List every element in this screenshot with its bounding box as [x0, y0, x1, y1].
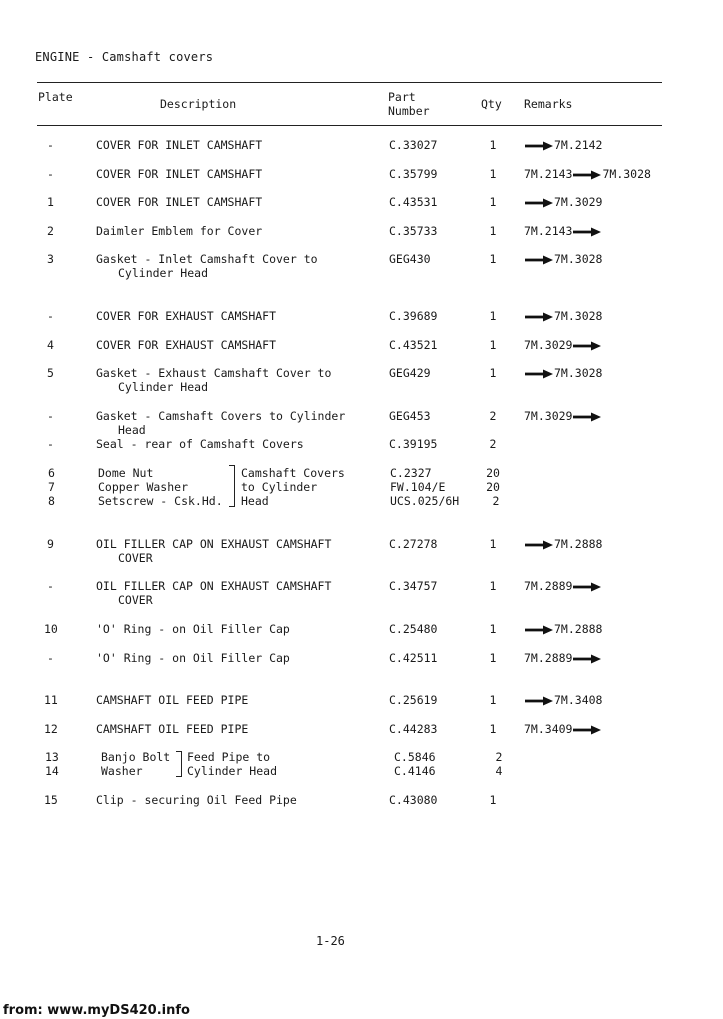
description: CAMSHAFT OIL FEED PIPE — [96, 693, 249, 707]
quantity: 1 — [489, 693, 497, 707]
arrow-right-icon — [524, 625, 554, 635]
remark-to: 7M.3029 — [554, 195, 603, 209]
part-number: C.44283 — [389, 722, 438, 736]
quantity: 1 — [489, 579, 497, 593]
remarks — [524, 252, 602, 267]
description-continuation: COVER — [118, 551, 153, 565]
part-number: C.35733 — [389, 224, 438, 238]
part-number: C.43521 — [389, 338, 438, 352]
description-continuation: Head — [118, 423, 146, 437]
bracket — [229, 465, 235, 507]
part-number: GEG453 — [389, 409, 431, 423]
part-number: C.25480 — [389, 622, 438, 636]
remark-to: 7M.3028 — [554, 309, 603, 323]
description: OIL FILLER CAP ON EXHAUST CAMSHAFT — [96, 537, 332, 551]
plate-number: 2 — [47, 224, 54, 238]
part-number: GEG429 — [389, 366, 431, 380]
plate-number: 3 — [47, 252, 54, 266]
quantity: 20 — [486, 480, 500, 494]
bracket-note: Camshaft Covers — [241, 466, 345, 480]
remark-from: 7M.3029 — [524, 338, 573, 352]
description-continuation: COVER — [118, 593, 153, 607]
description: Gasket - Inlet Camshaft Cover to — [96, 252, 318, 266]
remarks — [524, 537, 602, 552]
description: Washer — [101, 764, 143, 778]
description: COVER FOR INLET CAMSHAFT — [96, 138, 263, 152]
remarks — [524, 622, 602, 637]
quantity: 1 — [489, 338, 497, 352]
part-number: C.43531 — [389, 195, 438, 209]
arrow-right-icon — [572, 341, 602, 351]
quantity: 1 — [489, 622, 497, 636]
remark-from: 7M.2143 — [524, 167, 573, 181]
description: Seal - rear of Camshaft Covers — [96, 437, 304, 451]
arrow-right-icon — [524, 198, 554, 208]
part-number: FW.104/E — [390, 480, 446, 494]
arrow-right-icon — [572, 227, 602, 237]
remark-to: 7M.3408 — [554, 693, 603, 707]
remarks — [524, 167, 651, 182]
part-number: C.27278 — [389, 537, 438, 551]
arrow-right-icon — [524, 369, 554, 379]
plate-number: 5 — [47, 366, 54, 380]
arrow-right-icon — [572, 582, 602, 592]
col-header-description: Description — [160, 97, 237, 111]
description: COVER FOR INLET CAMSHAFT — [96, 167, 263, 181]
part-number: C.4146 — [394, 764, 436, 778]
arrow-right-icon — [572, 654, 602, 664]
part-number: GEG430 — [389, 252, 431, 266]
remark-to: 7M.2888 — [554, 537, 603, 551]
description: Gasket - Camshaft Covers to Cylinder — [96, 409, 346, 423]
remark-to: 7M.2888 — [554, 622, 603, 636]
part-number: C.39195 — [389, 437, 438, 451]
col-header-part-line2: Number — [388, 104, 430, 118]
description: Gasket - Exhaust Camshaft Cover to — [96, 366, 332, 380]
remark-from: 7M.2889 — [524, 579, 573, 593]
description: Dome Nut — [98, 466, 154, 480]
plate-number: 1 — [47, 195, 54, 209]
part-number: C.42511 — [389, 651, 438, 665]
description: COVER FOR INLET CAMSHAFT — [96, 195, 263, 209]
arrow-right-icon — [572, 725, 602, 735]
description: CAMSHAFT OIL FEED PIPE — [96, 722, 249, 736]
plate-number: 13 — [45, 750, 59, 764]
remark-from: 7M.3409 — [524, 722, 573, 736]
plate-number: - — [47, 409, 54, 423]
bracket-note: to Cylinder — [241, 480, 318, 494]
col-header-remarks: Remarks — [524, 97, 573, 111]
source-watermark: from: www.myDS420.info — [3, 1003, 190, 1018]
quantity: 2 — [489, 437, 497, 451]
remarks — [524, 579, 602, 594]
quantity: 1 — [489, 167, 497, 181]
description: Copper Washer — [98, 480, 189, 494]
remarks — [524, 195, 602, 210]
arrow-right-icon — [524, 312, 554, 322]
part-number: C.43080 — [389, 793, 438, 807]
arrow-right-icon — [524, 696, 554, 706]
arrow-right-icon — [524, 540, 554, 550]
plate-number: 8 — [48, 494, 55, 508]
page-title: ENGINE - Camshaft covers — [35, 50, 214, 64]
quantity: 1 — [489, 366, 497, 380]
bracket-note: Head — [241, 494, 269, 508]
remark-from: 7M.3029 — [524, 409, 573, 423]
bracket-note: Cylinder Head — [187, 764, 278, 778]
plate-number: 7 — [48, 480, 55, 494]
remark-to: 7M.3028 — [554, 252, 603, 266]
arrow-right-icon — [524, 141, 554, 151]
quantity: 2 — [489, 409, 497, 423]
description: Clip - securing Oil Feed Pipe — [96, 793, 297, 807]
part-number: C.33027 — [389, 138, 438, 152]
plate-number: - — [47, 579, 54, 593]
plate-number: - — [47, 651, 54, 665]
quantity: 2 — [492, 494, 500, 508]
page-number: 1-26 — [316, 934, 345, 948]
quantity: 1 — [489, 252, 497, 266]
remarks — [524, 224, 602, 239]
part-number: C.2327 — [390, 466, 432, 480]
arrow-right-icon — [524, 255, 554, 265]
quantity: 1 — [489, 793, 497, 807]
remarks — [524, 409, 602, 424]
plate-number: 14 — [45, 764, 59, 778]
bracket — [176, 751, 182, 777]
description: COVER FOR EXHAUST CAMSHAFT — [96, 309, 277, 323]
quantity: 20 — [486, 466, 500, 480]
description-continuation: Cylinder Head — [118, 266, 209, 280]
remarks — [524, 693, 602, 708]
quantity: 1 — [489, 224, 497, 238]
part-number: C.25619 — [389, 693, 438, 707]
remarks — [524, 138, 602, 153]
header-top-rule — [37, 82, 662, 83]
remarks — [524, 722, 602, 737]
quantity: 1 — [489, 722, 497, 736]
bracket-note: Feed Pipe to — [187, 750, 271, 764]
quantity: 1 — [489, 309, 497, 323]
arrow-right-icon — [572, 412, 602, 422]
quantity: 4 — [495, 764, 503, 778]
plate-number: 10 — [44, 622, 58, 636]
description: 'O' Ring - on Oil Filler Cap — [96, 622, 290, 636]
arrow-right-icon — [572, 170, 602, 180]
description: Daimler Emblem for Cover — [96, 224, 263, 238]
part-number: C.39689 — [389, 309, 438, 323]
col-header-qty: Qty — [481, 97, 502, 111]
remark-to: 7M.2142 — [554, 138, 603, 152]
part-number: C.34757 — [389, 579, 438, 593]
remark-from: 7M.2889 — [524, 651, 573, 665]
plate-number: 12 — [44, 722, 58, 736]
description: COVER FOR EXHAUST CAMSHAFT — [96, 338, 277, 352]
plate-number: 9 — [47, 537, 54, 551]
part-number: C.5846 — [394, 750, 436, 764]
remarks — [524, 338, 602, 353]
description: 'O' Ring - on Oil Filler Cap — [96, 651, 290, 665]
col-header-plate: Plate — [38, 90, 73, 104]
description-continuation: Cylinder Head — [118, 380, 209, 394]
plate-number: 15 — [44, 793, 58, 807]
remarks — [524, 309, 602, 324]
plate-number: 6 — [48, 466, 55, 480]
quantity: 2 — [495, 750, 503, 764]
quantity: 1 — [489, 195, 497, 209]
plate-number: - — [47, 138, 54, 152]
plate-number: - — [47, 167, 54, 181]
quantity: 1 — [489, 537, 497, 551]
part-number: UCS.025/6H — [390, 494, 460, 508]
plate-number: - — [47, 437, 54, 451]
description: OIL FILLER CAP ON EXHAUST CAMSHAFT — [96, 579, 332, 593]
description: Setscrew - Csk.Hd. — [98, 494, 223, 508]
description: Banjo Bolt — [101, 750, 171, 764]
remark-from: 7M.2143 — [524, 224, 573, 238]
remarks — [524, 366, 602, 381]
remark-to: 7M.3028 — [602, 167, 651, 181]
header-bottom-rule — [37, 125, 662, 126]
quantity: 1 — [489, 138, 497, 152]
plate-number: - — [47, 309, 54, 323]
remark-to: 7M.3028 — [554, 366, 603, 380]
remarks — [524, 651, 602, 666]
plate-number: 4 — [47, 338, 54, 352]
quantity: 1 — [489, 651, 497, 665]
col-header-part-line1: Part — [388, 90, 416, 104]
part-number: C.35799 — [389, 167, 438, 181]
plate-number: 11 — [44, 693, 58, 707]
